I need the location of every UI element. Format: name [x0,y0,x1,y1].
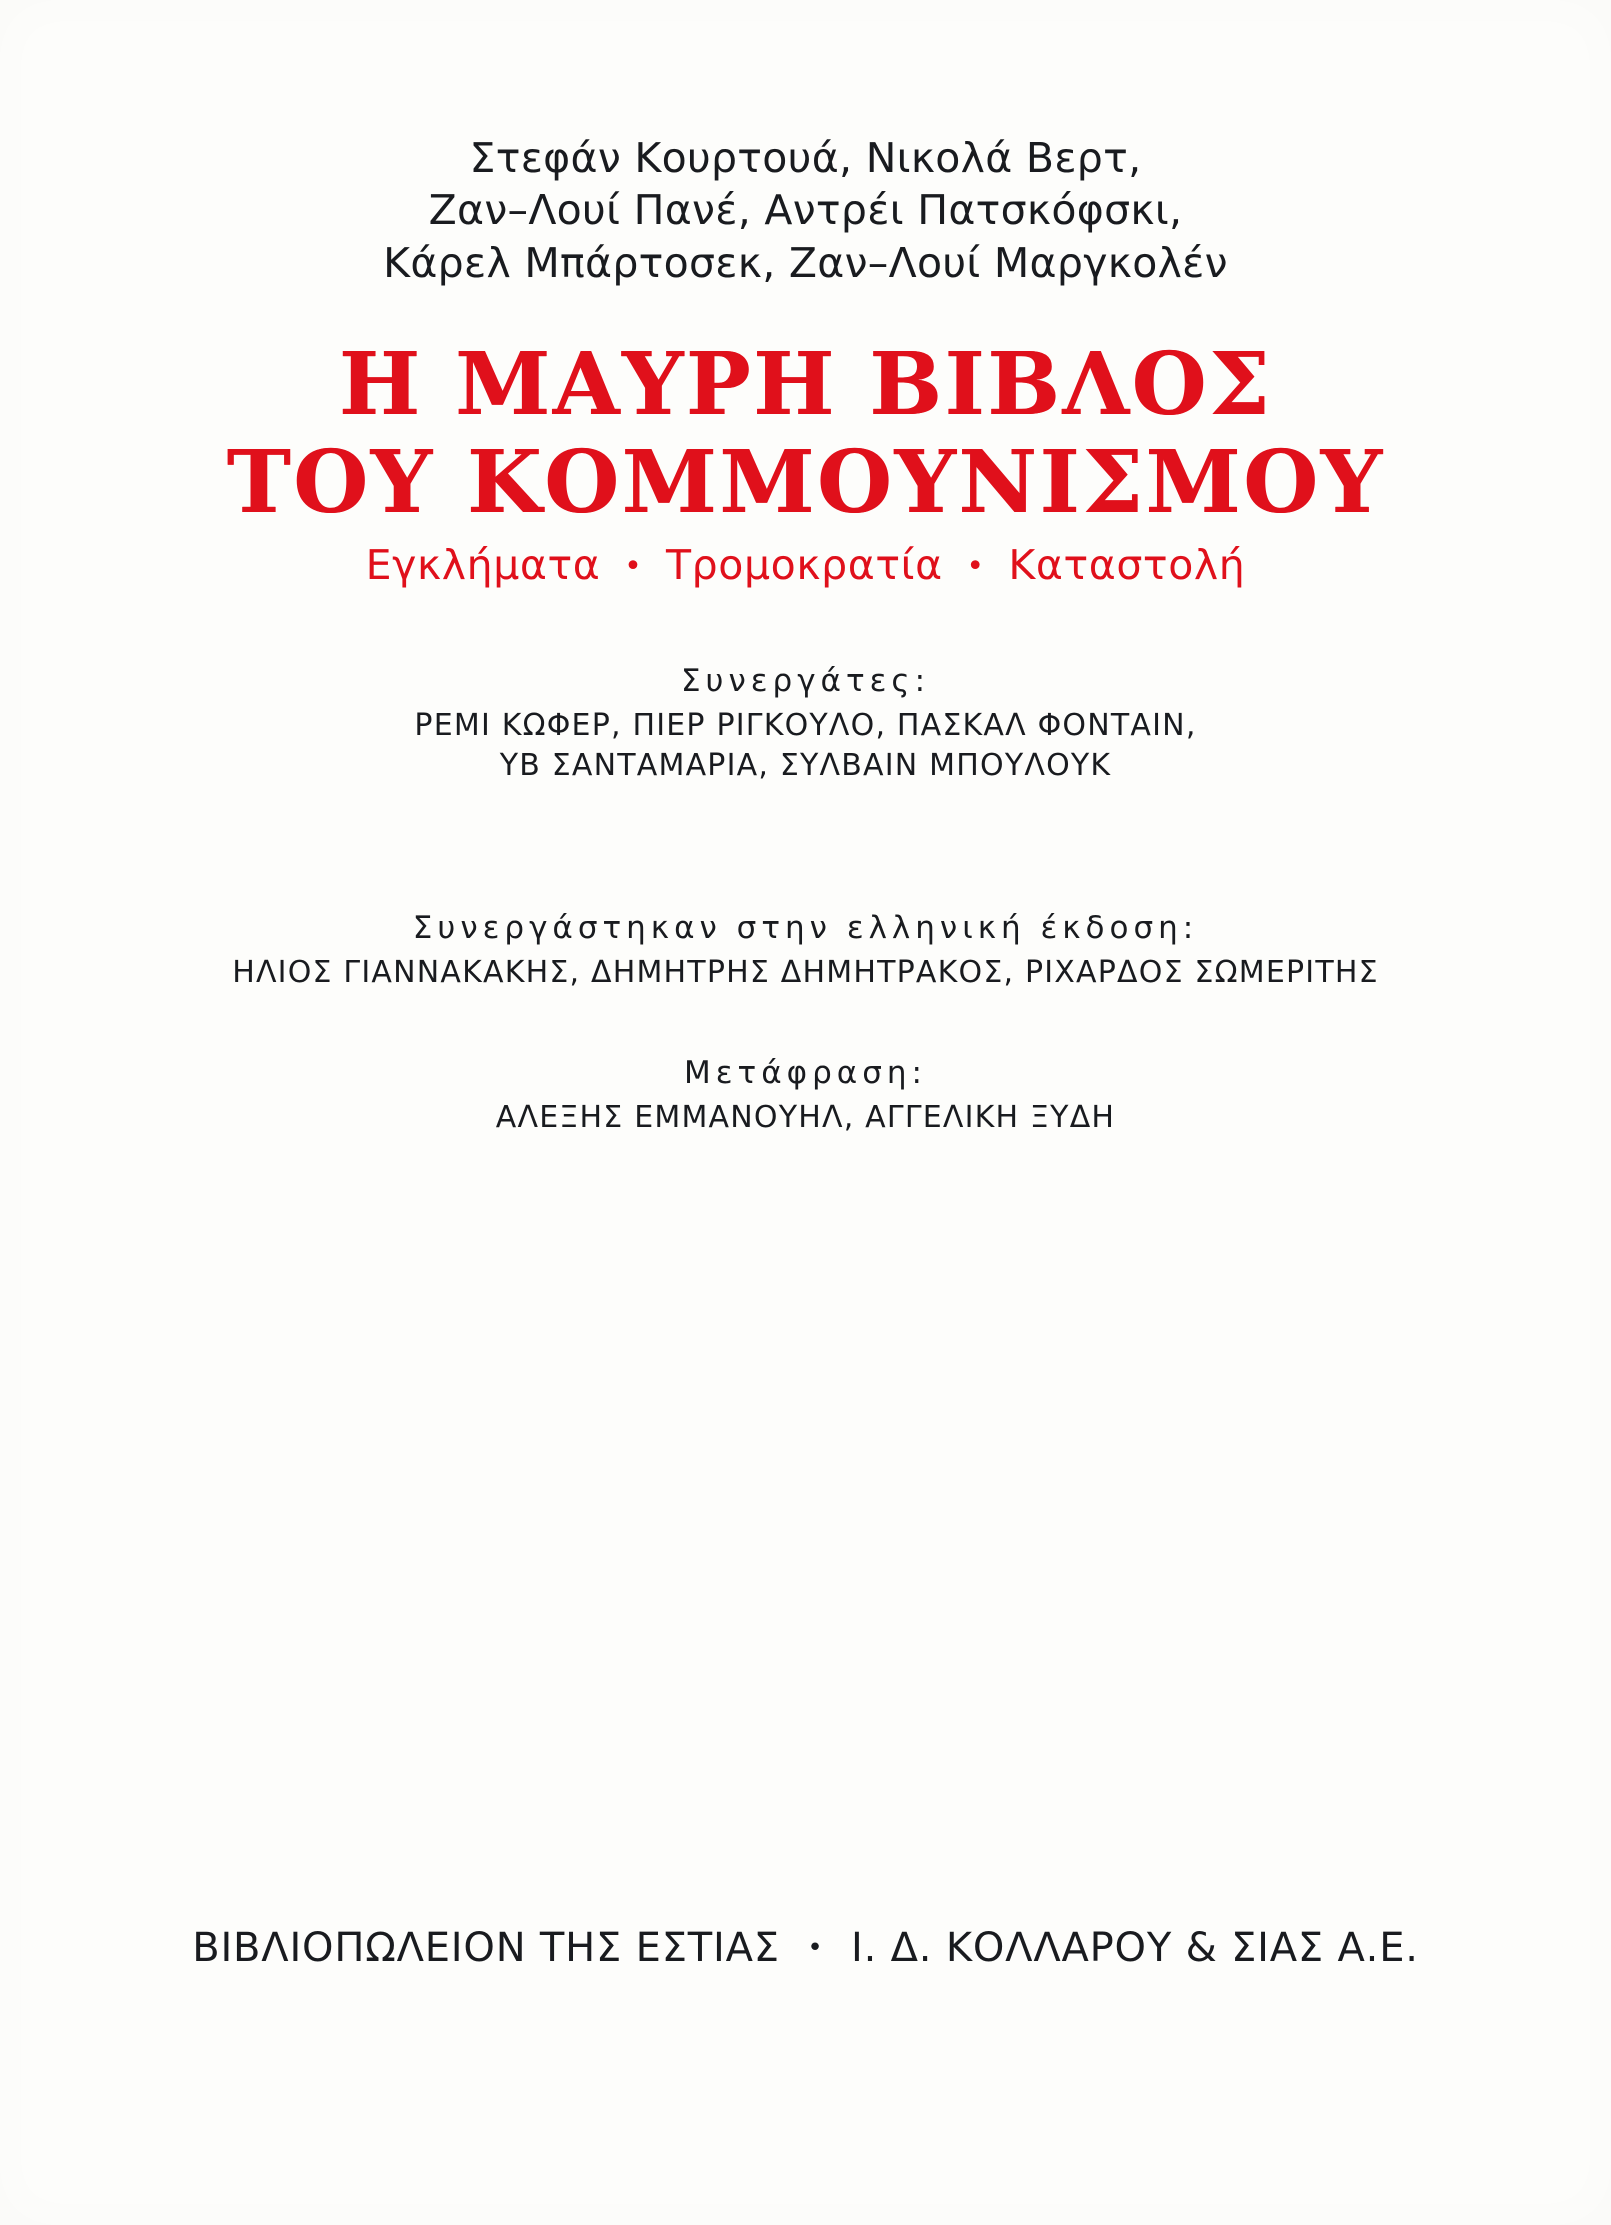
subtitle [120,541,1491,589]
translation-block [120,1055,1491,1138]
page-title [120,334,1491,534]
greek-edition-line: ΗΛΙΟΣ ΓΙΑΝΝΑΚΑΚΗΣ, ΔΗΜΗΤΡΗΣ ΔΗΜΗΤΡΑΚΟΣ, ΡΙΧΑΡΔΟΣ ΣΩΜΕΡΙΤΗΣ [232,954,1379,990]
subtitle-part-3: Καταστολή [1008,540,1246,589]
authors-block [120,132,1491,289]
translation-line: ΑΛΕΞΗΣ ΕΜΜΑΝΟΥΗΛ, ΑΓΓΕΛΙΚΗ ΞΥΔΗ [495,1099,1116,1135]
author-line: Κάρελ Μπάρτοσεκ, Ζαν–Λουί Μαργκολέν [383,238,1228,287]
collaborators-line: ΡΕΜΙ ΚΩΦΕΡ, ΠΙΕΡ ΡΙΓΚΟΥΛΟ, ΠΑΣΚΑΛ ΦΟΝΤΑΙΝ, [414,707,1197,743]
publisher-imprint-name: Ι. Δ. ΚΟΛΛΑΡΟΥ & ΣΙΑΣ Α.Ε. [851,1925,1419,1971]
title-line-2: ΤΟΥ ΚΟΜΜΟΥΝΙΣΜΟΥ [226,432,1385,534]
collaborators-block [120,663,1491,786]
author-line: Ζαν–Λουί Πανέ, Αντρέι Πατσκόφσκι, [428,186,1183,235]
author-line: Στεφάν Κουρτουά, Νικολά Βερτ, [469,134,1142,182]
translation-heading: Μετάφραση: [684,1054,927,1091]
bullet-separator-icon: • [966,548,985,584]
bullet-separator-icon: • [624,548,643,584]
collaborators-heading: Συνεργάτες: [680,662,931,699]
subtitle-part-1: Εγκλήματα [365,540,601,589]
title-line-1: Η ΜΑΥΡΗ ΒΙΒΛΟΣ [338,334,1273,436]
greek-edition-block [120,910,1491,993]
collaborators-line: ΥΒ ΣΑΝΤΑΜΑΡΙΑ, ΣΥΛΒΑΙΝ ΜΠΟΥΛΟΥΚ [499,747,1112,783]
bullet-separator-icon: • [807,1933,824,1963]
publisher-name: ΒΙΒΛΙΟΠΩΛΕΙΟΝ ΤΗΣ ΕΣΤΙΑΣ [192,1925,780,1971]
subtitle-part-2: Τρομοκρατία [666,540,943,589]
greek-edition-heading: Συνεργάστηκαν στην ελληνική έκδοση: [412,909,1199,946]
publisher-imprint [0,1925,1611,1971]
